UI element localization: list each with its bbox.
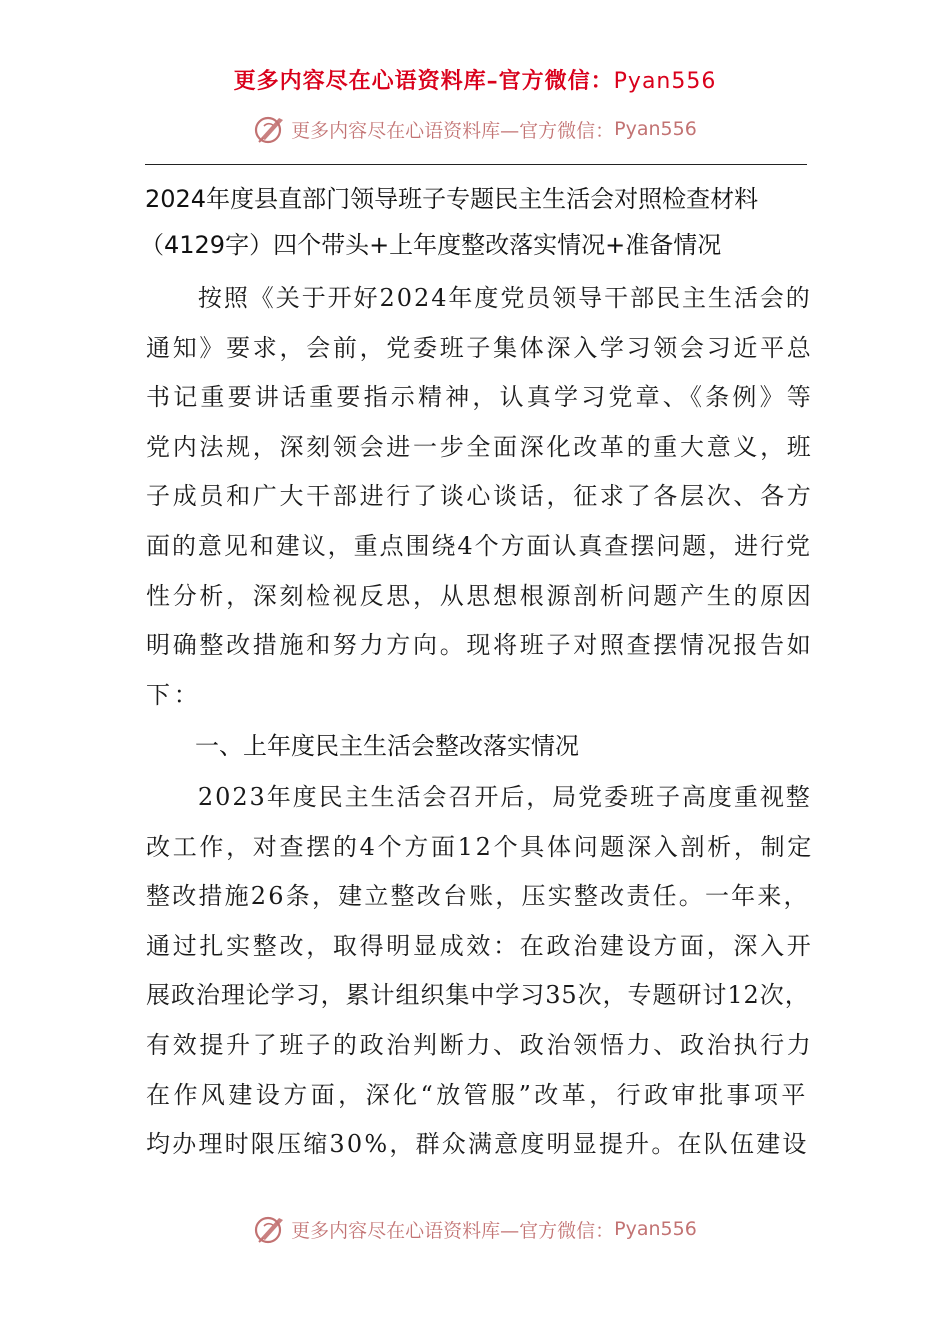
rectification-paragraph (146, 773, 815, 1170)
paragraph-line: 性分析，深刻检视反思，从思想根源剖析问题产生的原因 (146, 581, 814, 610)
watermark-handle: Pyan556 (614, 118, 697, 140)
paragraph-line: 书记重要讲话重要指示精神，认真学习党章、《条例》等 (146, 383, 814, 412)
watermark-handle: Pyan556 (614, 1218, 697, 1240)
paragraph-line: 明确整改措施和努力方向。现将班子对照查摆情况报告如 (146, 631, 814, 660)
watermark-footer (0, 1212, 950, 1246)
pen-logo-icon (253, 112, 287, 146)
paragraph-line: 有效提升了班子的政治判断力、政治领悟力、政治执行力 (146, 1030, 814, 1059)
intro-paragraph (146, 274, 814, 720)
paragraph-line: 均办理时限压缩30%，群众满意度明显提升。在队伍建设 (146, 1130, 809, 1159)
top-banner-handle: Pyan556 (613, 69, 717, 94)
paragraph-line: 按照《关于开好2024年度党员领导干部民主生活会的 (146, 284, 812, 312)
paragraph-line: 在作风建设方面，深化“放管服”改革，行政审批事项平 (146, 1080, 809, 1109)
paragraph-line: 展政治理论学习，累计组织集中学习35次，专题研讨12次， (146, 981, 810, 1010)
paragraph-line: 改工作，对查摆的4个方面12个具体问题深入剖析，制定 (146, 832, 815, 861)
paragraph-line: 党内法规，深刻领会进一步全面深化改革的重大意义，班 (146, 432, 814, 461)
document-title-line-1: 2024年度县直部门领导班子专题民主生活会对照检查材料 (145, 185, 759, 213)
paragraph-line: 2023年度民主生活会召开后，局党委班子高度重视整 (146, 783, 812, 811)
paragraph-line: 面的意见和建议，重点围绕4个方面认真查摆问题，进行党 (146, 531, 812, 560)
paragraph-line: 通知》要求，会前，党委班子集体深入学习领会习近平总 (146, 333, 814, 362)
top-banner (0, 64, 950, 95)
paragraph-line: 通过扎实整改，取得明显成效：在政治建设方面，深入开 (146, 931, 814, 960)
header-divider (145, 164, 807, 165)
paragraph-line: 子成员和广大干部进行了谈心谈话，征求了各层次、各方 (146, 482, 814, 511)
watermark-text: 更多内容尽在心语资料库—官方微信： (291, 119, 615, 142)
paragraph-line: 整改措施26条，建立整改台账，压实整改责任。一年来， (146, 882, 810, 911)
top-banner-text: 更多内容尽在心语资料库–官方微信： (233, 68, 614, 94)
pen-logo-icon (253, 1212, 287, 1246)
section-heading-1: 一、上年度民主生活会整改落实情况 (195, 732, 579, 760)
document-title-line-2: （4129字）四个带头+上年度整改落实情况+准备情况 (140, 231, 722, 259)
watermark-header (0, 112, 950, 146)
paragraph-line: 下： (146, 680, 202, 709)
watermark-text: 更多内容尽在心语资料库—官方微信： (291, 1219, 615, 1242)
